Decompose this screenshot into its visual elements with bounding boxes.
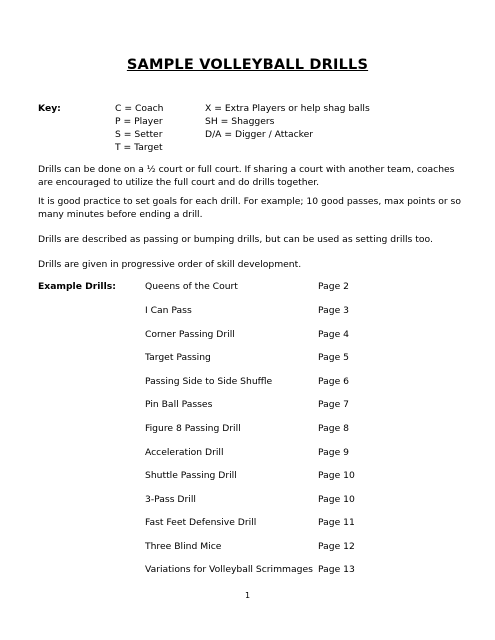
drill-name: Variations for Volleyball Scrimmages: [145, 564, 313, 575]
drill-name: Shuttle Passing Drill: [145, 470, 237, 481]
page-title: SAMPLE VOLLEYBALL DRILLS: [126, 57, 369, 73]
key-item: SH = Shaggers: [205, 116, 275, 127]
drill-name: Queens of the Court: [145, 281, 238, 292]
drill-name: Acceleration Drill: [145, 447, 224, 458]
drill-page: Page 2: [318, 281, 350, 292]
paragraph: Drills can be done on a ½ court or full court. If sharing a court with another team, coaches are encouraged to utilize the full court and do drills together.: [38, 164, 455, 188]
key-item: D/A = Digger / Attacker: [205, 129, 314, 140]
paragraph: Drills are described as passing or bumping drills, but can be used as setting drills too.: [38, 234, 433, 245]
drill-page: Page 12: [318, 541, 355, 552]
drill-page: Page 10: [318, 494, 355, 505]
drill-page: Page 10: [318, 470, 355, 481]
drill-page: Page 7: [318, 399, 350, 410]
drill-name: Pin Ball Passes: [145, 399, 213, 410]
paragraph: Drills are given in progressive order of skill development.: [38, 259, 302, 270]
drill-name: Corner Passing Drill: [145, 329, 235, 340]
drill-page: Page 11: [318, 517, 355, 528]
drill-name: Fast Feet Defensive Drill: [145, 517, 257, 528]
drill-name: Target Passing: [145, 352, 211, 363]
key-item: S = Setter: [115, 129, 163, 140]
drill-page: Page 8: [318, 423, 350, 434]
drill-page: Page 9: [318, 447, 350, 458]
drill-name: I Can Pass: [145, 305, 192, 316]
drill-name: Three Blind Mice: [145, 541, 222, 552]
key-item: T = Target: [115, 142, 163, 153]
page-number: 1: [244, 591, 251, 600]
key-item: P = Player: [115, 116, 163, 127]
drill-name: Figure 8 Passing Drill: [145, 423, 241, 434]
paragraph: It is good practice to set goals for each drill. For example; 10 good passes, max points or so many minutes before ending a drill.: [38, 196, 461, 220]
drill-page: Page 5: [318, 352, 350, 363]
key-item: X = Extra Players or help shag balls: [205, 103, 370, 114]
key-item: C = Coach: [115, 103, 164, 114]
drill-page: Page 13: [318, 564, 355, 575]
drill-page: Page 4: [318, 329, 350, 340]
key-label: Key:: [38, 103, 61, 114]
drill-page: Page 6: [318, 376, 350, 387]
drill-page: Page 3: [318, 305, 350, 316]
drill-name: 3-Pass Drill: [145, 494, 196, 505]
drills-label: Example Drills:: [38, 281, 116, 292]
drill-name: Passing Side to Side Shuffle: [145, 376, 273, 387]
